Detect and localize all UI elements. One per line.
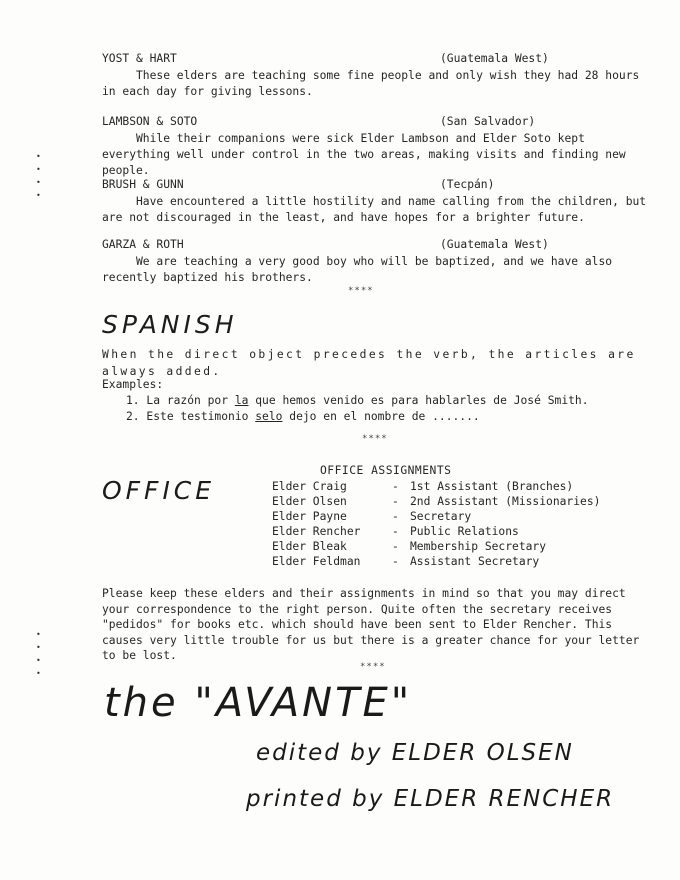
- assignment-dash: -: [392, 555, 399, 568]
- spanish-examples-label: Examples:: [102, 378, 164, 391]
- assignment-name: Elder Craig: [272, 480, 347, 493]
- separator-1: ****: [348, 286, 374, 296]
- example-1-number: 1.: [126, 394, 140, 407]
- report-names-lambson-soto: LAMBSON & SOTO: [102, 115, 198, 128]
- assignment-dash: -: [392, 540, 399, 553]
- spanish-heading: SPANISH: [102, 310, 238, 339]
- margin-dots-bottom: • • • •: [36, 630, 41, 678]
- assignment-role: Membership Secretary: [410, 540, 547, 553]
- report-names-brush-gunn: BRUSH & GUNN: [102, 178, 184, 191]
- spanish-example-1: [126, 394, 589, 407]
- report-names-yost-hart: YOST & HART: [102, 52, 177, 65]
- separator-3: ****: [360, 662, 386, 672]
- assignment-role: 2nd Assistant (Missionaries): [410, 495, 601, 508]
- example-2-underlined: selo: [255, 410, 283, 423]
- assignment-name: Elder Bleak: [272, 540, 347, 553]
- example-2-post: dejo en el nombre de .......: [282, 410, 480, 423]
- margin-dots-top: • • • •: [36, 152, 41, 200]
- example-1-underlined: la: [234, 394, 249, 407]
- assignment-row: [272, 525, 519, 538]
- assignment-row: [272, 495, 600, 508]
- report-text-yost-hart: These elders are teaching some fine people and only wish they had 28 hours in each day for giving lessons.: [102, 69, 640, 98]
- report-names-garza-roth: GARZA & ROTH: [102, 238, 184, 251]
- report-area-garza-roth: (Guatemala West): [440, 238, 549, 251]
- office-heading: OFFICE: [102, 476, 216, 505]
- assignment-role: 1st Assistant (Branches): [410, 480, 574, 493]
- report-text-brush-gunn: Have encountered a little hostility and name calling from the children, but are not discouraged in the least, and have hopes for a brighter future.: [102, 195, 647, 224]
- assignment-role: Assistant Secretary: [410, 555, 540, 568]
- report-area-yost-hart: (Guatemala West): [440, 52, 549, 65]
- masthead-printed-by: printed by ELDER RENCHER: [246, 786, 615, 812]
- assignment-row: [272, 555, 539, 568]
- assignment-row: [272, 540, 546, 553]
- assignment-dash: -: [392, 480, 399, 493]
- office-assignments-title: OFFICE ASSIGNMENTS: [320, 464, 452, 477]
- assignment-role: Secretary: [410, 510, 472, 523]
- example-2-number: 2.: [126, 410, 140, 423]
- assignment-dash: -: [392, 510, 399, 523]
- example-1-pre: La razón por: [146, 394, 235, 407]
- assignment-name: Elder Olsen: [272, 495, 347, 508]
- assignment-role: Public Relations: [410, 525, 519, 538]
- assignment-dash: -: [392, 525, 399, 538]
- office-note: Please keep these elders and their assignments in mind so that you may direct your correspondence to the right person. Quite often the secretary receives "pedidos" for books etc. which should have been sent to Elder Rencher. This causes very little trouble for us but there is a greater chance for your letter to be lost.: [102, 587, 640, 662]
- separator-2: ****: [362, 434, 388, 444]
- report-area-brush-gunn: (Tecpán): [440, 178, 495, 191]
- spanish-example-2: [126, 410, 480, 423]
- report-text-lambson-soto: While their companions were sick Elder Lambson and Elder Soto kept everything well under control in the two areas, making visits and finding new people.: [102, 132, 626, 177]
- spanish-rule: When the direct object precedes the verb, the articles are always added.: [102, 348, 636, 378]
- example-2-pre: Este testimonio: [146, 410, 256, 423]
- report-text-garza-roth: We are teaching a very good boy who will be baptized, and we have also recently baptized his brothers.: [102, 255, 613, 284]
- example-1-post: que hemos venido es para hablarles de José Smith.: [248, 394, 589, 407]
- assignment-name: Elder Payne: [272, 510, 347, 523]
- report-area-lambson-soto: (San Salvador): [440, 115, 536, 128]
- masthead-title: the "AVANTE": [104, 680, 413, 726]
- assignment-dash: -: [392, 495, 399, 508]
- masthead-edited-by: edited by ELDER OLSEN: [256, 740, 574, 766]
- assignment-row: [272, 510, 471, 523]
- assignment-name: Elder Feldman: [272, 555, 361, 568]
- assignment-name: Elder Rencher: [272, 525, 361, 538]
- assignment-row: [272, 480, 573, 493]
